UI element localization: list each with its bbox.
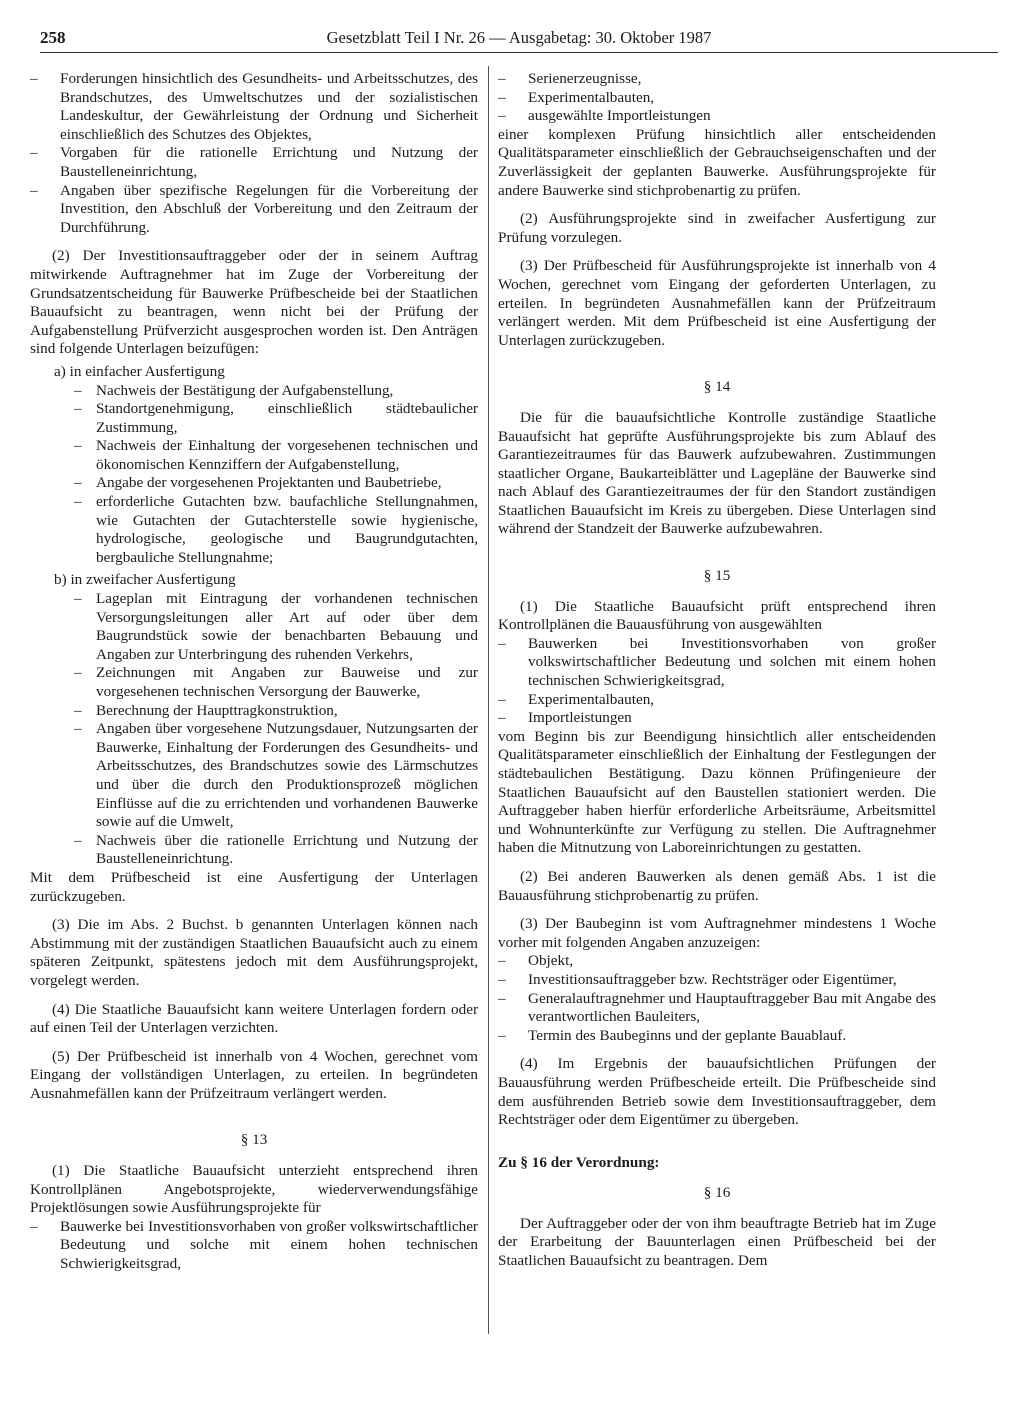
list-item: – Zeichnungen mit Angaben zur Bauweise und zur vorgesehenen technischen Versorgung der Bauwerke, xyxy=(30,664,478,701)
paragraph: (5) Der Prüfbescheid ist innerhalb von 4 Wochen, gerechnet vom Eingang der vollständigen Unterlagen, zu erteilen. In begründeten Ausnahmefällen kann der Prüfzeitraum verlängert werden. xyxy=(30,1047,478,1102)
regulation-subheading: Zu § 16 der Verordnung: xyxy=(498,1153,660,1171)
page-number: 258 xyxy=(40,28,66,47)
section-heading-13: § 13 xyxy=(240,1131,268,1149)
list-item: – Berechnung der Haupttragkonstruktion, xyxy=(30,702,478,721)
paragraph: (3) Der Baubeginn ist vom Auftragnehmer mindestens 1 Woche vorher mit folgenden Angaben anzuzeigen: xyxy=(498,915,936,951)
list-item: – Experimentalbauten, xyxy=(498,691,936,710)
list-item: – Nachweis der Bestätigung der Aufgabenstellung, xyxy=(30,382,478,401)
sublist-label-b: b) in zweifacher Ausfertigung xyxy=(54,571,236,589)
paragraph: (1) Die Staatliche Bauaufsicht unterzieht entsprechend ihren Kontrollplänen Angebotsprojekte, wiederverwendungsfähige Projektlösungen sowie Ausführungsprojekte für xyxy=(30,1162,478,1217)
list-item: – Lageplan mit Eintragung der vorhandenen technischen Versorgungsleitungen aller Art auf oder über dem Baugrundstück sowie der benachbarten Bebauung und Angaben zur Unterbringung des ruhenden Verkehrs, xyxy=(30,590,478,664)
list-item: – Nachweis der Einhaltung der vorgesehenen technischen und ökonomischen Kennziffern der Aufgabenstellung, xyxy=(30,437,478,474)
sublist-label-a: a) in einfacher Ausfertigung xyxy=(54,362,225,380)
paragraph: (2) Bei anderen Bauwerken als denen gemäß Abs. 1 ist die Bauausführung stichprobenartig zu prüfen. xyxy=(498,867,936,904)
list-item: – Vorgaben für die rationelle Errichtung und Nutzung der Baustelleneinrichtung, xyxy=(30,144,478,181)
list-item: – Angabe der vorgesehenen Projektanten und Baubetriebe, xyxy=(30,474,478,493)
list-item: – Importleistungen xyxy=(498,709,936,728)
list-item: – Generalauftragnehmer und Hauptauftraggeber Bau mit Angabe des verantwortlichen Bauleiters, xyxy=(498,990,936,1027)
list-item: – erforderliche Gutachten bzw. baufachliche Stellungnahmen, wie Gutachten der Gutachterstelle sowie hygienische, hydrologische, geologische und Baugrundgutachten, bergbauliche Stellungnahme; xyxy=(30,493,478,567)
right-column xyxy=(498,70,936,1271)
section-heading-15: § 15 xyxy=(703,567,731,585)
paragraph: (4) Die Staatliche Bauaufsicht kann weitere Unterlagen fordern oder auf einen Teil der Unterlagen verzichten. xyxy=(30,1000,478,1037)
paragraph: (2) Der Investitionsauftraggeber oder der in seinem Auftrag mitwirkende Auftragnehmer hat im Zuge der Vorbereitung der Grundsatzentscheidung für Bauwerke Prüfbescheide bei der Staatlichen Bauaufsicht zu beantragen, wenn nicht bei der Prüfung der Aufgabenstellung Prüfverzicht ausgesprochen worden ist. Den Anträgen sind folgende Unterlagen beizufügen: xyxy=(30,247,478,358)
paragraph: einer komplexen Prüfung hinsichtlich aller entscheidenden Qualitätsparameter einschließlich der Gebrauchseigenschaften und der Zuverlässigkeit der geplanten Bauwerke. Ausführungsprojekte für andere Bauwerke sind stichprobenartig zu prüfen. xyxy=(498,125,936,199)
list-item: – Standortgenehmigung, einschließlich städtebaulicher Zustimmung, xyxy=(30,400,478,437)
list-item: – Angaben über spezifische Regelungen für die Vorbereitung der Investition, den Abschluß der Vorbereitung und den Zeitraum der Durchführung. xyxy=(30,182,478,238)
list-item: – Experimentalbauten, xyxy=(498,89,936,108)
paragraph: Die für die bauaufsichtliche Kontrolle zuständige Staatliche Bauaufsicht hat geprüfte Ausführungsprojekte bis zum Ablauf des Garantiezeitraumes für das Bauwerk aufzubewahren. Zustimmungen staatlicher Organe, Baukarteiblätter und Lagepläne der Bauwerke sind nach Ablauf des Garantiezeitraumes der für den Standort zuständigen Staatlichen Bauaufsicht im Kreis zu übergeben. Diese Unterlagen sind während der Standzeit der Bauwerke aufzubewahren. xyxy=(498,408,936,538)
header-title: Gesetzblatt Teil I Nr. 26 — Ausgabetag: 30. Oktober 1987 xyxy=(326,28,712,47)
list-item: – Angaben über vorgesehene Nutzungsdauer, Nutzungsarten der Bauwerke, Einhaltung der Forderungen des Gesundheits- und Arbeitsschutzes, des Brandschutzes sowie des Lärmschutzes und über die durch den Produktionsprozeß möglichen Einflüsse auf die zu errichtenden und vorhandenen Bauwerke sowie auf die Umwelt, xyxy=(30,720,478,832)
list-item: – Investitionsauftraggeber bzw. Rechtsträger oder Eigentümer, xyxy=(498,971,936,990)
list-item: – Bauwerken bei Investitionsvorhaben von großer volkswirtschaftlicher Bedeutung und solchen mit einem hohen technischen Schwierigkeitsgrad, xyxy=(498,635,936,691)
column-divider xyxy=(488,66,489,1334)
paragraph: (3) Der Prüfbescheid für Ausführungsprojekte ist innerhalb von 4 Wochen, gerechnet vom Eingang der geforderten Unterlagen, zu erteilen. In begründeten Ausnahmefällen kann der Prüfzeitraum verlängert werden. Mit dem Prüfbescheid ist eine Ausfertigung der Unterlagen zurückzugeben. xyxy=(498,257,936,349)
paragraph: (1) Die Staatliche Bauaufsicht prüft entsprechend ihren Kontrollplänen die Bauausführung von ausgewählten xyxy=(498,597,936,634)
section-heading-14: § 14 xyxy=(703,378,731,396)
list-item: – Forderungen hinsichtlich des Gesundheits- und Arbeitsschutzes, des Brandschutzes, des Umweltschutzes und der sozialistischen Landeskultur, der Gewährleistung der Ordnung und Sicherheit einschließlich des Schutzes des Objektes, xyxy=(30,70,478,144)
list-item: – Nachweis über die rationelle Errichtung und Nutzung der Baustelleneinrichtung. xyxy=(30,832,478,869)
paragraph: (3) Die im Abs. 2 Buchst. b genannten Unterlagen können nach Abstimmung mit der zuständigen Staatlichen Bauaufsicht auch zu einem späteren Zeitpunkt, spätestens jedoch mit dem Ausführungsprojekt, vorgelegt werden. xyxy=(30,916,478,989)
paragraph: Mit dem Prüfbescheid ist eine Ausfertigung der Unterlagen zurückzugeben. xyxy=(30,868,478,905)
left-column xyxy=(30,70,478,1274)
paragraph: vom Beginn bis zur Beendigung hinsichtlich aller entscheidenden Qualitätsparameter einschließlich der Einhaltung der Festlegungen der städtebaulichen Bestätigung. Dazu können Prüfingenieure der Staatlichen Bauaufsicht auf den Baustellen stationiert werden. Die Auftraggeber haben hierfür erforderliche Arbeitsräume, Arbeitsmittel und Wohnunterkünfte zur Verfügung zu stellen. Die Auftragnehmer haben die Mitnutzung von Laboreinrichtungen zu gestatten. xyxy=(498,727,936,857)
paragraph: Der Auftraggeber oder der von ihm beauftragte Betrieb hat im Zuge der Erarbeitung der Bauunterlagen einen Prüfbescheid bei der Staatlichen Bauaufsicht zu beantragen. Dem xyxy=(498,1214,936,1270)
paragraph: (4) Im Ergebnis der bauaufsichtlichen Prüfungen der Bauausführung werden Prüfbescheide erteilt. Die Prüfbescheide sind dem ausführenden Betrieb sowie dem Investitionsauftraggeber, dem Rechtsträger oder dem Eigentümer zu übergeben. xyxy=(498,1055,936,1129)
section-heading-16: § 16 xyxy=(703,1184,731,1202)
list-item: – Bauwerke bei Investitionsvorhaben von großer volkswirtschaftlicher Bedeutung und solche mit einem hohen technischen Schwierigkeitsgrad, xyxy=(30,1218,478,1274)
list-item: – ausgewählte Importleistungen xyxy=(498,107,936,126)
page-header xyxy=(40,28,998,53)
list-item: – Termin des Baubeginns und der geplante Bauablauf. xyxy=(498,1027,936,1046)
list-item: – Serienerzeugnisse, xyxy=(498,70,936,89)
list-item: – Objekt, xyxy=(498,952,936,971)
paragraph: (2) Ausführungsprojekte sind in zweifacher Ausfertigung zur Prüfung vorzulegen. xyxy=(498,210,936,246)
